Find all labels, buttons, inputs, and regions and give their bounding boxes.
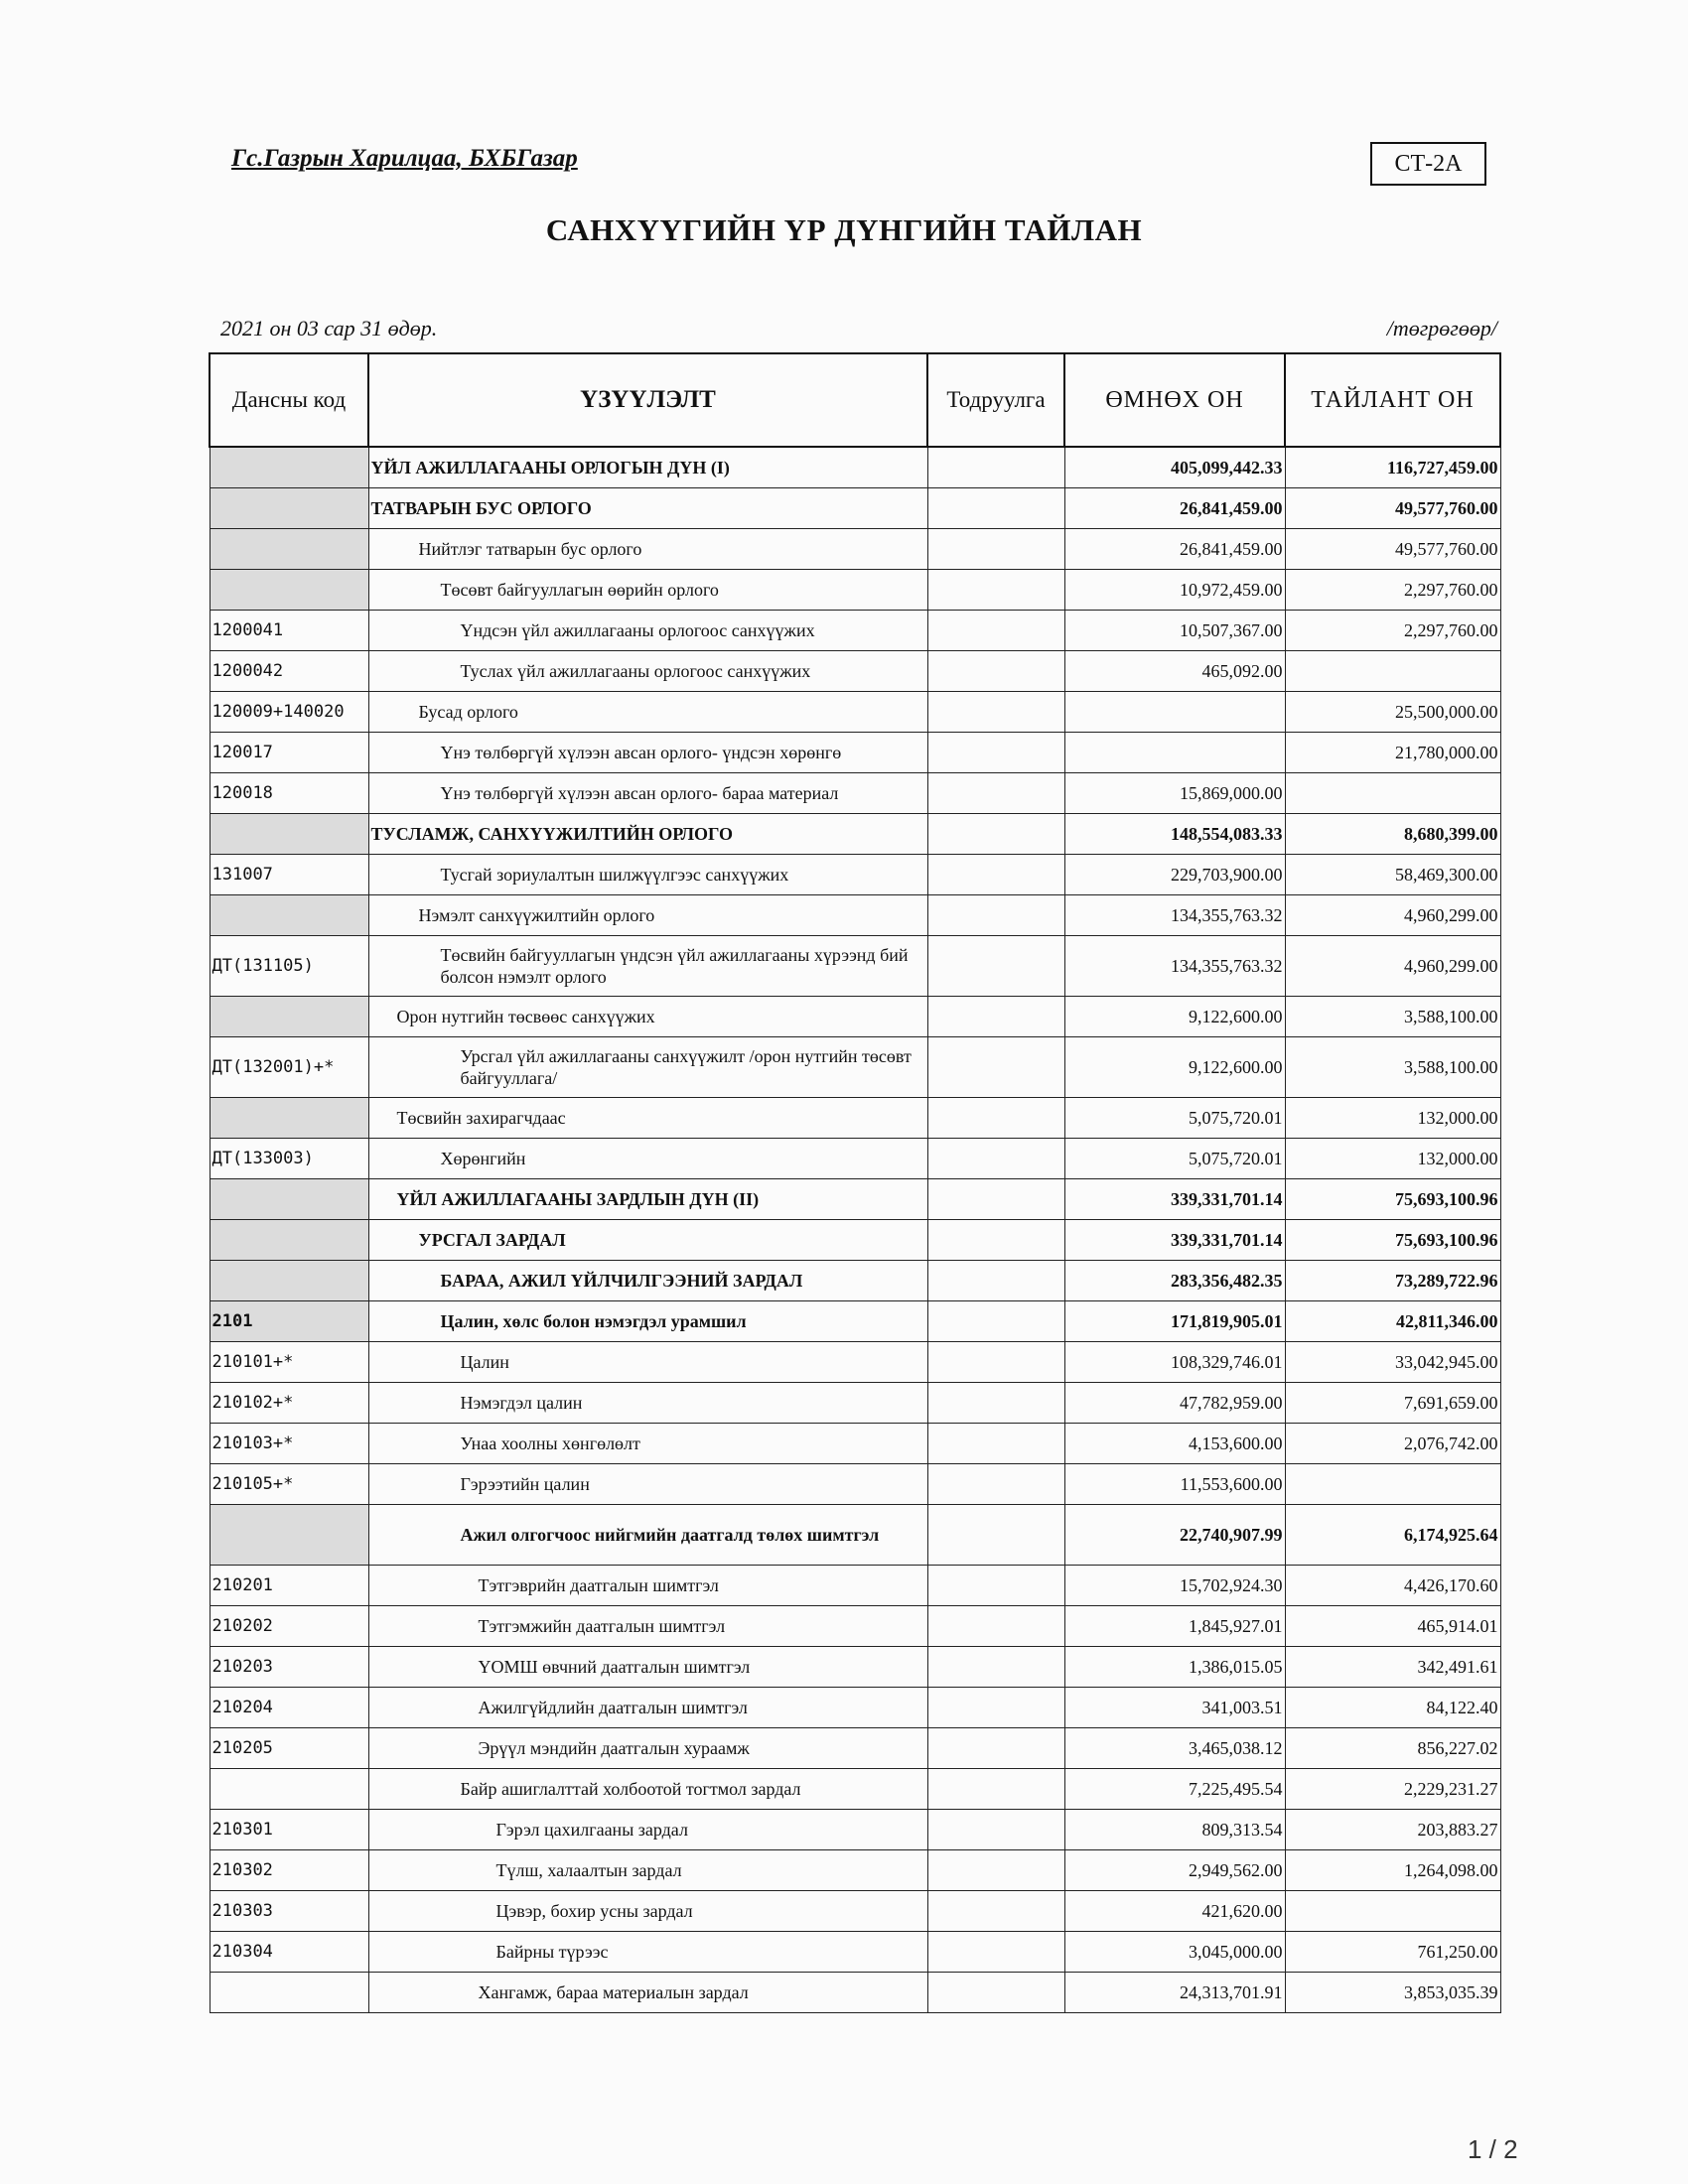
- indicator-label-cell: УРСГАЛ ЗАРДАЛ: [368, 1220, 927, 1261]
- prev-year-value-cell: 283,356,482.35: [1064, 1261, 1285, 1301]
- note-cell: [927, 997, 1064, 1037]
- prev-year-value-cell: 5,075,720.01: [1064, 1139, 1285, 1179]
- note-cell: [927, 570, 1064, 611]
- note-cell: [927, 1220, 1064, 1261]
- indicator-label-cell: Тэтгэврийн даатгалын шимтгэл: [368, 1566, 927, 1606]
- report-year-value-cell: 84,122.40: [1285, 1688, 1500, 1728]
- prev-year-value-cell: 47,782,959.00: [1064, 1383, 1285, 1424]
- header-report-year: ТАЙЛАНТ ОН: [1285, 353, 1500, 447]
- account-code-cell: 120017: [210, 733, 368, 773]
- indicator-label-cell: ТАТВАРЫН БУС ОРЛОГО: [368, 488, 927, 529]
- report-year-value-cell: 49,577,760.00: [1285, 529, 1500, 570]
- note-cell: [927, 611, 1064, 651]
- prev-year-value-cell: 134,355,763.32: [1064, 895, 1285, 936]
- report-year-value-cell: 42,811,346.00: [1285, 1301, 1500, 1342]
- report-year-value-cell: [1285, 651, 1500, 692]
- report-year-value-cell: 33,042,945.00: [1285, 1342, 1500, 1383]
- account-code-cell: ДТ(133003): [210, 1139, 368, 1179]
- prev-year-value-cell: 405,099,442.33: [1064, 447, 1285, 488]
- prev-year-value-cell: 22,740,907.99: [1064, 1505, 1285, 1566]
- table-row: [210, 488, 1500, 529]
- report-year-value-cell: 132,000.00: [1285, 1139, 1500, 1179]
- report-year-value-cell: [1285, 1464, 1500, 1505]
- indicator-label-cell: Туслах үйл ажиллагааны орлогоос санхүүжих: [368, 651, 927, 692]
- account-code-cell: 210205: [210, 1728, 368, 1769]
- prev-year-value-cell: 11,553,600.00: [1064, 1464, 1285, 1505]
- indicator-label-cell: Үндсэн үйл ажиллагааны орлогоос санхүүжих: [368, 611, 927, 651]
- indicator-label-cell: Хөрөнгийн: [368, 1139, 927, 1179]
- table-row: [210, 1261, 1500, 1301]
- prev-year-value-cell: 2,949,562.00: [1064, 1850, 1285, 1891]
- account-code-cell: [210, 1098, 368, 1139]
- table-row: [210, 447, 1500, 488]
- note-cell: [927, 1850, 1064, 1891]
- indicator-label-cell: Гэрээтийн цалин: [368, 1464, 927, 1505]
- account-code-cell: 210201: [210, 1566, 368, 1606]
- header-account-code: Дансны код: [210, 353, 368, 447]
- note-cell: [927, 1810, 1064, 1850]
- table-row: [210, 1301, 1500, 1342]
- note-cell: [927, 1647, 1064, 1688]
- account-code-cell: 1200041: [210, 611, 368, 651]
- prev-year-value-cell: 465,092.00: [1064, 651, 1285, 692]
- table-row: [210, 611, 1500, 651]
- note-cell: [927, 855, 1064, 895]
- indicator-label-cell: Хангамж, бараа материалын зардал: [368, 1973, 927, 2013]
- form-code-box: СТ-2А: [1370, 142, 1486, 186]
- table-row: [210, 1769, 1500, 1810]
- account-code-cell: 210301: [210, 1810, 368, 1850]
- table-row: [210, 1606, 1500, 1647]
- note-cell: [927, 1261, 1064, 1301]
- account-code-cell: 210105+*: [210, 1464, 368, 1505]
- note-cell: [927, 529, 1064, 570]
- report-year-value-cell: 856,227.02: [1285, 1728, 1500, 1769]
- table-row: [210, 1728, 1500, 1769]
- prev-year-value-cell: 26,841,459.00: [1064, 488, 1285, 529]
- report-year-value-cell: 3,588,100.00: [1285, 1037, 1500, 1098]
- note-cell: [927, 1424, 1064, 1464]
- prev-year-value-cell: 9,122,600.00: [1064, 997, 1285, 1037]
- report-year-value-cell: 73,289,722.96: [1285, 1261, 1500, 1301]
- table-row: [210, 651, 1500, 692]
- header-indicator: ҮЗҮҮЛЭЛТ: [368, 353, 927, 447]
- table-row: [210, 1973, 1500, 2013]
- report-year-value-cell: 25,500,000.00: [1285, 692, 1500, 733]
- account-code-cell: ДТ(132001)+*: [210, 1037, 368, 1098]
- report-year-value-cell: 8,680,399.00: [1285, 814, 1500, 855]
- account-code-cell: 131007: [210, 855, 368, 895]
- prev-year-value-cell: 108,329,746.01: [1064, 1342, 1285, 1383]
- account-code-cell: 210101+*: [210, 1342, 368, 1383]
- prev-year-value-cell: 339,331,701.14: [1064, 1179, 1285, 1220]
- account-code-cell: [210, 1505, 368, 1566]
- table-header-row: [210, 353, 1500, 447]
- indicator-label-cell: Бусад орлого: [368, 692, 927, 733]
- prev-year-value-cell: 10,507,367.00: [1064, 611, 1285, 651]
- account-code-cell: [210, 1973, 368, 2013]
- table-row: [210, 1891, 1500, 1932]
- table-row: [210, 1139, 1500, 1179]
- table-row: [210, 1424, 1500, 1464]
- indicator-label-cell: ҮЙЛ АЖИЛЛАГААНЫ ЗАРДЛЫН ДҮН (II): [368, 1179, 927, 1220]
- account-code-cell: [210, 1220, 368, 1261]
- header-prev-year: ӨМНӨХ ОН: [1064, 353, 1285, 447]
- account-code-cell: 210202: [210, 1606, 368, 1647]
- note-cell: [927, 1464, 1064, 1505]
- table-row: [210, 570, 1500, 611]
- table-row: [210, 1850, 1500, 1891]
- table-row: [210, 1505, 1500, 1566]
- note-cell: [927, 1301, 1064, 1342]
- prev-year-value-cell: 341,003.51: [1064, 1688, 1285, 1728]
- account-code-cell: 210103+*: [210, 1424, 368, 1464]
- report-year-value-cell: 21,780,000.00: [1285, 733, 1500, 773]
- indicator-label-cell: ТУСЛАМЖ, САНХҮҮЖИЛТИЙН ОРЛОГО: [368, 814, 927, 855]
- prev-year-value-cell: 148,554,083.33: [1064, 814, 1285, 855]
- note-cell: [927, 1769, 1064, 1810]
- prev-year-value-cell: 15,869,000.00: [1064, 773, 1285, 814]
- indicator-label-cell: Цэвэр, бохир усны зардал: [368, 1891, 927, 1932]
- prev-year-value-cell: 7,225,495.54: [1064, 1769, 1285, 1810]
- account-code-cell: 210302: [210, 1850, 368, 1891]
- report-year-value-cell: [1285, 773, 1500, 814]
- indicator-label-cell: Унаа хоолны хөнгөлөлт: [368, 1424, 927, 1464]
- report-year-value-cell: 7,691,659.00: [1285, 1383, 1500, 1424]
- prev-year-value-cell: 3,465,038.12: [1064, 1728, 1285, 1769]
- account-code-cell: [210, 529, 368, 570]
- account-code-cell: 210102+*: [210, 1383, 368, 1424]
- account-code-cell: 1200042: [210, 651, 368, 692]
- indicator-label-cell: Түлш, халаалтын зардал: [368, 1850, 927, 1891]
- note-cell: [927, 692, 1064, 733]
- prev-year-value-cell: 171,819,905.01: [1064, 1301, 1285, 1342]
- indicator-label-cell: Нийтлэг татварын бус орлого: [368, 529, 927, 570]
- indicator-label-cell: Төсвийн байгууллагын үндсэн үйл ажиллагааны хүрээнд бий болсон нэмэлт орлого: [368, 936, 927, 997]
- table-row: [210, 1566, 1500, 1606]
- report-year-value-cell: 75,693,100.96: [1285, 1220, 1500, 1261]
- account-code-cell: [210, 895, 368, 936]
- indicator-label-cell: Тусгай зориулалтын шилжүүлгээс санхүүжих: [368, 855, 927, 895]
- prev-year-value-cell: 26,841,459.00: [1064, 529, 1285, 570]
- indicator-label-cell: Үнэ төлбөргүй хүлээн авсан орлого- бараа материал: [368, 773, 927, 814]
- account-code-cell: 120009+140020: [210, 692, 368, 733]
- note-cell: [927, 1139, 1064, 1179]
- account-code-cell: 210303: [210, 1891, 368, 1932]
- note-cell: [927, 1973, 1064, 2013]
- table-row: [210, 1647, 1500, 1688]
- report-date: 2021 он 03 сар 31 өдөр.: [220, 316, 438, 341]
- account-code-cell: [210, 570, 368, 611]
- account-code-cell: [210, 1261, 368, 1301]
- report-year-value-cell: 1,264,098.00: [1285, 1850, 1500, 1891]
- note-cell: [927, 1342, 1064, 1383]
- table-row: [210, 936, 1500, 997]
- table-body: [210, 447, 1500, 2013]
- indicator-label-cell: Үнэ төлбөргүй хүлээн авсан орлого- үндсэн хөрөнгө: [368, 733, 927, 773]
- report-year-value-cell: 3,588,100.00: [1285, 997, 1500, 1037]
- page-indicator: 1 / 2: [1468, 2134, 1518, 2164]
- note-cell: [927, 1891, 1064, 1932]
- table-row: [210, 529, 1500, 570]
- note-cell: [927, 1932, 1064, 1973]
- prev-year-value-cell: 10,972,459.00: [1064, 570, 1285, 611]
- indicator-label-cell: Нэмэгдэл цалин: [368, 1383, 927, 1424]
- table-row: [210, 895, 1500, 936]
- report-year-value-cell: 2,076,742.00: [1285, 1424, 1500, 1464]
- report-year-value-cell: 342,491.61: [1285, 1647, 1500, 1688]
- report-year-value-cell: 116,727,459.00: [1285, 447, 1500, 488]
- indicator-label-cell: Цалин, хөлс болон нэмэгдэл урамшил: [368, 1301, 927, 1342]
- report-year-value-cell: 2,297,760.00: [1285, 570, 1500, 611]
- table-row: [210, 1810, 1500, 1850]
- account-code-cell: [210, 814, 368, 855]
- note-cell: [927, 1383, 1064, 1424]
- table-row: [210, 1037, 1500, 1098]
- prev-year-value-cell: 5,075,720.01: [1064, 1098, 1285, 1139]
- prev-year-value-cell: 24,313,701.91: [1064, 1973, 1285, 2013]
- table-row: [210, 1464, 1500, 1505]
- note-cell: [927, 1505, 1064, 1566]
- report-year-value-cell: 203,883.27: [1285, 1810, 1500, 1850]
- report-year-value-cell: 4,960,299.00: [1285, 895, 1500, 936]
- note-cell: [927, 1566, 1064, 1606]
- account-code-cell: [210, 488, 368, 529]
- table-row: [210, 1932, 1500, 1973]
- indicator-label-cell: Тэтгэмжийн даатгалын шимтгэл: [368, 1606, 927, 1647]
- note-cell: [927, 895, 1064, 936]
- report-year-value-cell: 58,469,300.00: [1285, 855, 1500, 895]
- report-title: САНХҮҮГИЙН ҮР ДҮНГИЙН ТАЙЛАН: [545, 212, 1143, 247]
- table-row: [210, 1688, 1500, 1728]
- indicator-label-cell: Нэмэлт санхүүжилтийн орлого: [368, 895, 927, 936]
- prev-year-value-cell: 9,122,600.00: [1064, 1037, 1285, 1098]
- report-year-value-cell: 4,426,170.60: [1285, 1566, 1500, 1606]
- indicator-label-cell: БАРАА, АЖИЛ ҮЙЛЧИЛГЭЭНИЙ ЗАРДАЛ: [368, 1261, 927, 1301]
- report-year-value-cell: 49,577,760.00: [1285, 488, 1500, 529]
- account-code-cell: [210, 447, 368, 488]
- note-cell: [927, 1606, 1064, 1647]
- indicator-label-cell: Гэрэл цахилгааны зардал: [368, 1810, 927, 1850]
- report-year-value-cell: 465,914.01: [1285, 1606, 1500, 1647]
- indicator-label-cell: Урсгал үйл ажиллагааны санхүүжилт /орон нутгийн төсөвт байгууллага/: [368, 1037, 927, 1098]
- note-cell: [927, 1179, 1064, 1220]
- indicator-label-cell: Ажилгүйдлийн даатгалын шимтгэл: [368, 1688, 927, 1728]
- prev-year-value-cell: [1064, 692, 1285, 733]
- indicator-label-cell: Байр ашиглалттай холбоотой тогтмол зардал: [368, 1769, 927, 1810]
- note-cell: [927, 488, 1064, 529]
- note-cell: [927, 651, 1064, 692]
- prev-year-value-cell: 4,153,600.00: [1064, 1424, 1285, 1464]
- indicator-label-cell: Төсвийн захирагчдаас: [368, 1098, 927, 1139]
- note-cell: [927, 814, 1064, 855]
- indicator-label-cell: Төсөвт байгууллагын өөрийн орлого: [368, 570, 927, 611]
- report-year-value-cell: 132,000.00: [1285, 1098, 1500, 1139]
- account-code-cell: [210, 1769, 368, 1810]
- report-year-value-cell: 3,853,035.39: [1285, 1973, 1500, 2013]
- note-cell: [927, 1728, 1064, 1769]
- prev-year-value-cell: 809,313.54: [1064, 1810, 1285, 1850]
- report-year-value-cell: 2,229,231.27: [1285, 1769, 1500, 1810]
- prev-year-value-cell: 15,702,924.30: [1064, 1566, 1285, 1606]
- indicator-label-cell: Цалин: [368, 1342, 927, 1383]
- table-row: [210, 1220, 1500, 1261]
- prev-year-value-cell: 3,045,000.00: [1064, 1932, 1285, 1973]
- indicator-label-cell: Эрүүл мэндийн даатгалын хураамж: [368, 1728, 927, 1769]
- table-row: [210, 1179, 1500, 1220]
- table-row: [210, 1383, 1500, 1424]
- prev-year-value-cell: 134,355,763.32: [1064, 936, 1285, 997]
- table-row: [210, 773, 1500, 814]
- table-row: [210, 997, 1500, 1037]
- note-cell: [927, 1688, 1064, 1728]
- account-code-cell: ДТ(131105): [210, 936, 368, 997]
- organization-name: Гс.Газрын Харилцаа, БХБГазар: [231, 145, 578, 172]
- report-year-value-cell: 2,297,760.00: [1285, 611, 1500, 651]
- prev-year-value-cell: 339,331,701.14: [1064, 1220, 1285, 1261]
- prev-year-value-cell: 1,845,927.01: [1064, 1606, 1285, 1647]
- note-cell: [927, 733, 1064, 773]
- account-code-cell: [210, 1179, 368, 1220]
- financial-report-table: [209, 352, 1501, 2013]
- table-row: [210, 733, 1500, 773]
- prev-year-value-cell: 1,386,015.05: [1064, 1647, 1285, 1688]
- indicator-label-cell: Байрны түрээс: [368, 1932, 927, 1973]
- report-year-value-cell: 4,960,299.00: [1285, 936, 1500, 997]
- note-cell: [927, 1037, 1064, 1098]
- note-cell: [927, 773, 1064, 814]
- prev-year-value-cell: 229,703,900.00: [1064, 855, 1285, 895]
- table-row: [210, 814, 1500, 855]
- prev-year-value-cell: [1064, 733, 1285, 773]
- note-cell: [927, 447, 1064, 488]
- account-code-cell: 210204: [210, 1688, 368, 1728]
- table-row: [210, 1098, 1500, 1139]
- currency-unit: /төгрөгөөр/: [1386, 316, 1497, 341]
- prev-year-value-cell: 421,620.00: [1064, 1891, 1285, 1932]
- account-code-cell: 2101: [210, 1301, 368, 1342]
- indicator-label-cell: ҮЙЛ АЖИЛЛАГААНЫ ОРЛОГЫН ДҮН (I): [368, 447, 927, 488]
- report-year-value-cell: 6,174,925.64: [1285, 1505, 1500, 1566]
- report-year-value-cell: 75,693,100.96: [1285, 1179, 1500, 1220]
- indicator-label-cell: Орон нутгийн төсвөөс санхүүжих: [368, 997, 927, 1037]
- indicator-label-cell: ҮОМШ өвчний даатгалын шимтгэл: [368, 1647, 927, 1688]
- indicator-label-cell: Ажил олгогчоос нийгмийн даатгалд төлөх шимтгэл: [368, 1505, 927, 1566]
- table-row: [210, 692, 1500, 733]
- report-year-value-cell: [1285, 1891, 1500, 1932]
- note-cell: [927, 936, 1064, 997]
- account-code-cell: 120018: [210, 773, 368, 814]
- account-code-cell: 210203: [210, 1647, 368, 1688]
- header-note: Тодруулга: [927, 353, 1064, 447]
- table-row: [210, 855, 1500, 895]
- table-row: [210, 1342, 1500, 1383]
- report-year-value-cell: 761,250.00: [1285, 1932, 1500, 1973]
- account-code-cell: 210304: [210, 1932, 368, 1973]
- note-cell: [927, 1098, 1064, 1139]
- account-code-cell: [210, 997, 368, 1037]
